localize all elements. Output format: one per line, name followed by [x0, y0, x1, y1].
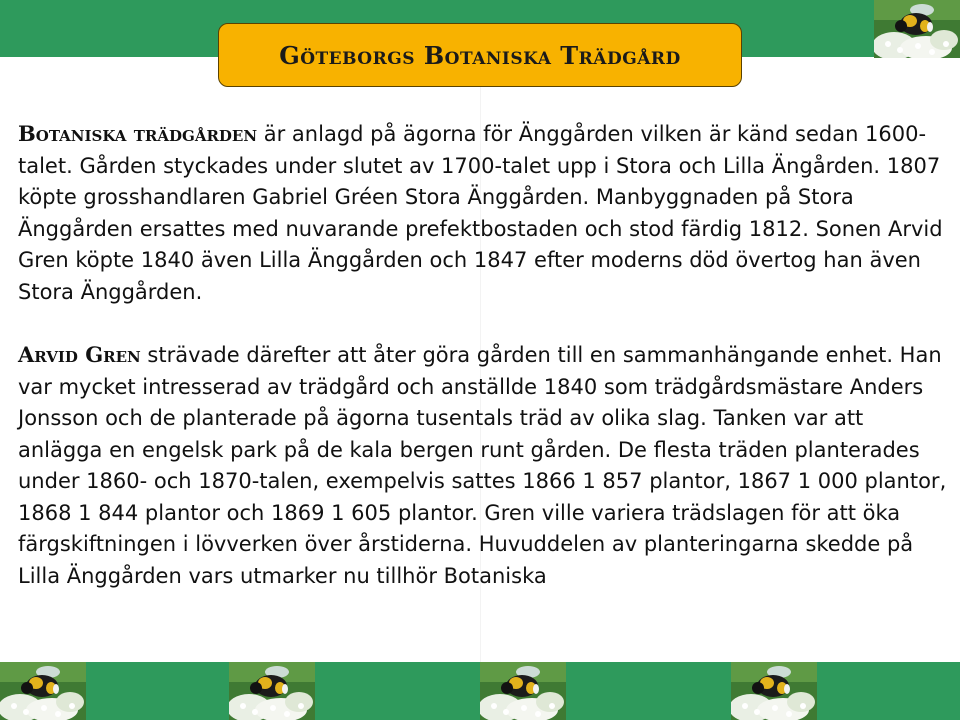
- paragraph-1: [18, 118, 948, 308]
- page-title: Göteborgs Botaniska Trädgård: [279, 40, 681, 70]
- bumblebee-photo-bottom-4: [731, 662, 817, 720]
- bumblebee-photo-bottom-3: [480, 662, 566, 720]
- bumblebee-photo-top-right: [874, 0, 960, 58]
- title-banner: [218, 23, 742, 87]
- bumblebee-photo-bottom-2: [229, 662, 315, 720]
- body-text: [18, 118, 948, 592]
- paragraph-2: [18, 339, 948, 592]
- paragraph-1-text: är anlagd på ägorna för Änggården vilken är känd sedan 1600-talet. Gården styckades under slutet av 1700-talet upp i Stora och Lilla Ängården. 1807 köpte grosshandlaren Gabriel Gréen Stora Änggården. Manbyggnaden på Stora Änggården ersattes med nuvarande prefektbostaden och stod färdig 1812. Sonen Arvid Gren köpte 1840 även Lilla Änggården och 1847 efter moderns död övertog han även Stora Änggården.: [18, 122, 943, 304]
- paragraph-2-text: strävade därefter att åter göra gården till en sammanhängande enhet. Han var mycket intresserad av trädgård och anställde 1840 som trädgårdsmästare Anders Jonsson och de planterade på ägorna tusentals träd av olika slag. Tanken var att anlägga en engelsk park på de kala bergen runt gården. De flesta träden planterades under 1860- och 1870-talen, exempelvis sattes 1866 1 857 plantor, 1867 1 000 plantor, 1868 1 844 plantor och 1869 1 605 plantor. Gren ville variera trädslagen för att öka färgskiftningen i lövverken över årstiderna. Huvuddelen av planteringarna skedde på Lilla Änggården vars utmarker nu tillhör Botaniska: [18, 343, 947, 588]
- bumblebee-photo-bottom-1: [0, 662, 86, 720]
- paragraph-1-lead: Botaniska trädgården: [18, 121, 258, 146]
- paragraph-2-lead: Arvid Gren: [18, 342, 141, 367]
